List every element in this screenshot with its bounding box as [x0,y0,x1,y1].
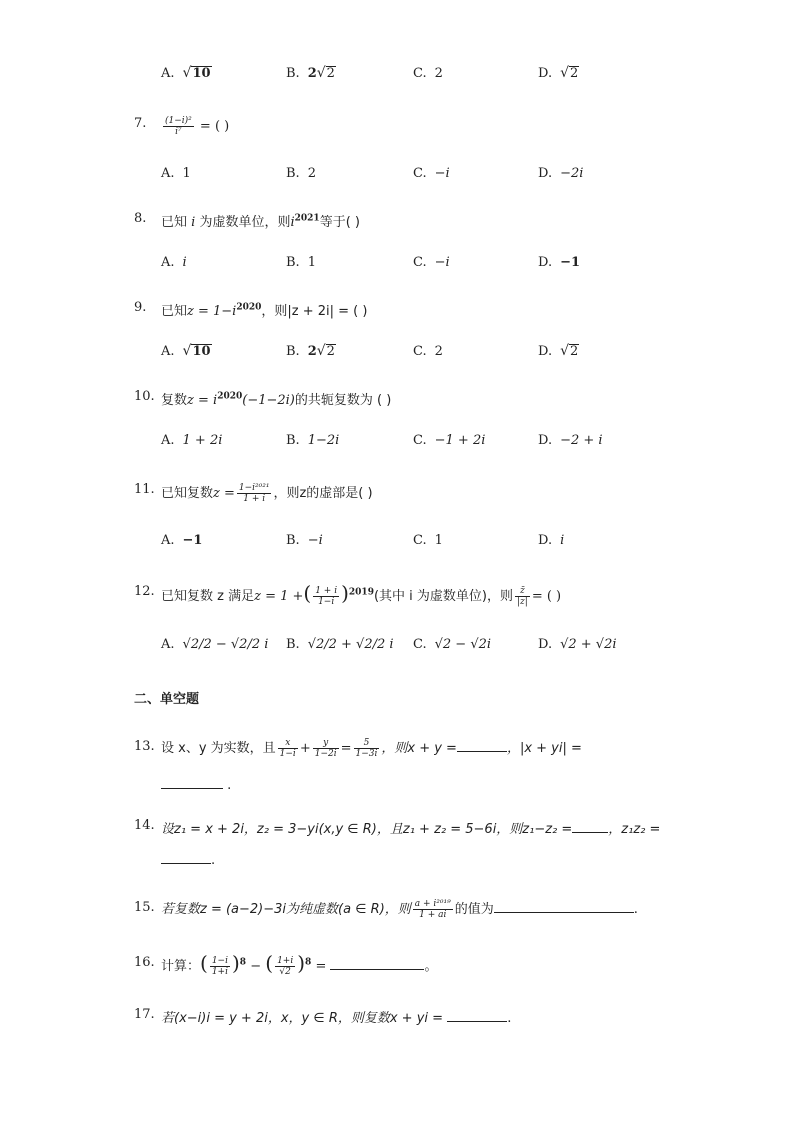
question-17: 17. 若(x−i)i = y + 2i，x，y ∈ R，则复数x + yi = . [134,1007,512,1026]
answer-blank[interactable] [572,820,608,833]
q7-options: A. 1 B. 2 C. −i D. −2i [161,166,584,181]
q12-options: A. √2/2 − √2/2 i B. √2/2 + √2/2 i C. √2 − √2i D. √2 + √2i [161,637,617,652]
answer-blank[interactable] [161,776,223,789]
answer-blank[interactable] [457,739,507,752]
question-9: 9. 已知$z = 1-i^{2020}$，则|z + 2i| = ( ) [134,300,368,319]
q14-continuation: . [0,851,794,873]
question-7: 7. $\frac{\text{(1−i)²}}{\text{i⁷}}$ = ( ) [134,116,230,137]
question-14: 14. 设z₁ = x + 2i，z₂ = 3−yi(x,y ∈ R)，且z₁ + z₂ = 5−6i，则z₁−z₂ = ，z₁z₂ = [134,818,661,837]
option-b: B. 2 √ 2 [286,65,335,81]
q11-options: A. −1 B. −i C. 1 D. i [161,533,565,548]
q9-options: A. √ 10 B. 2 √ 2 C. 2 D. √ 2 [161,343,579,359]
question-16: 16. 计算：( $\frac{1-i}{1+i}$ )$^8$ − ( $\frac{1+i}{√2}$ )$^8$ = 。 [134,951,438,977]
answer-blank[interactable] [161,851,211,864]
question-15: 15. 若复数z = (a−2)−3i为纯虚数(a ∈ R)，则 $\frac{\text{a + i²⁰¹⁹}}{1 + ai}$ 的值为 . [134,899,638,920]
q8-options: A. i B. 1 C. −i D. −1 [161,255,581,270]
answer-blank[interactable] [330,957,424,970]
q13-continuation: . [0,776,794,798]
question-8: 8. 已知 i 为虚数单位，则$i^{2021}$等于( ) [134,211,360,230]
question-11: 11. 已知复数z = $\frac{\text{1−i²⁰²¹}}{1 + i}$ ，则z的虚部是( ) [134,482,373,504]
q10-options: A. 1 + 2i B. 1−2i C. −1 + 2i D. −2 + i [161,433,603,448]
option-d: D. √ 2 [538,65,579,81]
question-13: 13. 设 x、y 为实数，且 $\frac{x}{1-i}$ + $\frac{y}{1-2i}$ = $\frac{5}{1-3i}$ ，则x + y = ，|x + yi| = [134,738,582,759]
question-10: 10. 复数$z = i^{2020}(-1-2i)$的共轭复数为 ( ) [134,389,392,408]
option-a: A. √ 10 [161,65,211,81]
section-heading: 二、单空题 [134,692,200,707]
answer-blank[interactable] [494,900,634,913]
question-12: 12. 已知复数 z 满足z = 1 +( $\frac{1 + i}{1-i}$ )$^{2019}$(其中 i 为虚数单位)，则 $\frac{z̄}{|z|}$ = ( ) [134,581,562,607]
answer-blank[interactable] [447,1009,507,1022]
q6-options [0,66,794,88]
option-c: C. 2 [413,66,443,81]
